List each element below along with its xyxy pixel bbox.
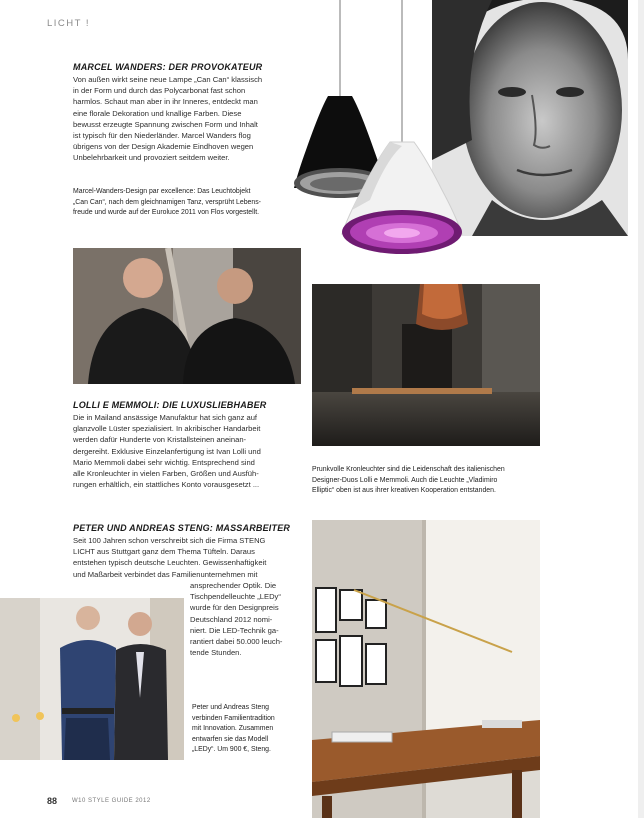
lolli-heading-name: LOLLI E MEMMOLI: xyxy=(73,400,160,410)
steng-caption-line: mit Innovation. Zusammen xyxy=(192,725,274,732)
section-label: LICHT ! xyxy=(47,18,91,29)
lolli-caption xyxy=(312,465,552,497)
steng-caption-line: Peter und Andreas Steng xyxy=(192,704,270,711)
steng-body-line: Tischpendelleuchte „LEDy“ xyxy=(190,592,281,602)
steng-body-line: Seit 100 Jahren schon verschreibt sich die Firma STENG xyxy=(73,536,266,545)
steng-heading xyxy=(73,523,290,533)
steng-body-line: tende Stunden. xyxy=(190,648,242,658)
page-number: 88 xyxy=(47,796,58,806)
wanders-body-text xyxy=(73,74,295,164)
steng-body-text-narrow xyxy=(190,580,298,658)
wanders-heading-name: MARCEL WANDERS: xyxy=(73,62,166,72)
steng-body-line: LICHT aus Stuttgart ganz dem Thema Tüfteln. Daraus xyxy=(73,547,255,557)
lolli-body-line: werden dafür Hunderte von Kristallsteinen aneinan- xyxy=(73,435,247,445)
lolli-body-line: Die in Mailand ansässige Manufaktur hat sich ganz auf xyxy=(73,413,258,422)
wanders-body-line: Von außen wirkt seine neue Lampe „Can Can“ klassisch xyxy=(73,75,263,84)
lolli-body-line: rungen erhältlich, ein stattliches Konto vorausgesetzt ... xyxy=(73,480,260,490)
steng-caption-line: entwarfen sie das Modell xyxy=(192,735,269,743)
wanders-caption-line: freude und wurde auf der Euroluce 2011 von Flos vorgestellt. xyxy=(73,209,260,216)
wanders-body-line: harmlos. Schaut man aber in ihr Inneres, entdeckt man xyxy=(73,97,258,107)
lolli-heading-title: DIE LUXUSLIEBHABER xyxy=(162,400,267,410)
lolli-body-text xyxy=(73,412,295,490)
lolli-body-line: Mario Memmoli dabei sehr wichtig. Entsprechend sind xyxy=(73,457,255,467)
steng-brothers-photo xyxy=(0,598,184,760)
steng-body-line: wurde für den Designpreis xyxy=(190,603,279,613)
steng-body-line: entstehen typisch deutsche Leuchten. Gewissenhaftigkeit xyxy=(73,558,267,568)
steng-caption-line: „LEDy“. Um 900 €, Steng. xyxy=(192,746,271,753)
steng-body-line: und Maßarbeit verbindet das Familienunternehmen mit xyxy=(73,569,258,579)
chandelier-hall-photo xyxy=(312,284,540,446)
wanders-body-line: eine florale Dekoration und knallige Farben. Diese xyxy=(73,108,242,118)
wanders-caption-line: Marcel-Wanders-Design par excellence: Das Leuchtobjekt xyxy=(73,188,251,195)
steng-heading-title: MASSARBEITER xyxy=(215,523,291,533)
lolli-caption-line: Prunkvolle Kronleuchter sind die Leidenschaft des italienischen xyxy=(312,466,505,473)
wanders-heading xyxy=(73,62,262,72)
steng-body-line: niert. Die LED-Technik ga- xyxy=(190,625,279,635)
can-can-lamps-photo xyxy=(290,0,470,270)
steng-heading-name: PETER UND ANDREAS STENG: xyxy=(73,523,213,533)
lolli-body-line: glanzvolle Lüster spezialisiert. In akribischer Handarbeit xyxy=(73,424,261,434)
wanders-body-line: ist typisch für den Niederländer. Marcel Wanders flog xyxy=(73,131,251,141)
steng-body-line: ansprechender Optik. Die xyxy=(190,581,277,590)
wanders-body-line: in der Form und durch das Polycarbonat fast schon xyxy=(73,86,246,96)
ledy-dining-room-photo xyxy=(312,520,540,818)
lolli-heading xyxy=(73,400,267,410)
page-edge-strip xyxy=(638,0,644,818)
wanders-heading-title: DER PROVOKATEUR xyxy=(168,62,263,72)
steng-body-line: Deutschland 2012 nomi- xyxy=(190,614,273,624)
lolli-caption-line: Designer-Duos Lolli e Memmoli. Auch die Leuchte „Vladimiro xyxy=(312,476,498,484)
lolli-caption-line: Elliptic“ oben ist aus ihrer kreativen Kooperation entstanden. xyxy=(312,487,496,494)
wanders-body-line: Unbelehrbarkeit und provoziert seitdem weiter. xyxy=(73,153,230,163)
lolli-body-line: alle Kronleuchter in vielen Farben, Größen und Ausfüh- xyxy=(73,469,259,479)
steng-caption xyxy=(192,703,304,756)
lolli-memmoli-photo xyxy=(73,248,301,384)
wanders-body-line: übrigens von der Design Akademie Eindhoven wegen xyxy=(73,142,254,152)
steng-body-text xyxy=(73,535,295,580)
magazine-name: W10 STYLE GUIDE 2012 xyxy=(72,798,151,804)
wanders-caption xyxy=(73,187,313,219)
wanders-caption-line: „Can Can“, nach dem gleichnamigen Tanz, versprüht Lebens- xyxy=(73,198,261,206)
lolli-body-line: dergereiht. Exklusive Einzelanfertigung ist Ivan Lolli und xyxy=(73,446,261,456)
wanders-body-line: bewusst erzeugte Spannung zwischen Form und Inhalt xyxy=(73,119,258,129)
steng-caption-line: verbinden Familientradition xyxy=(192,714,275,722)
steng-body-line: rantiert dabei 50.000 leuch- xyxy=(190,637,283,647)
